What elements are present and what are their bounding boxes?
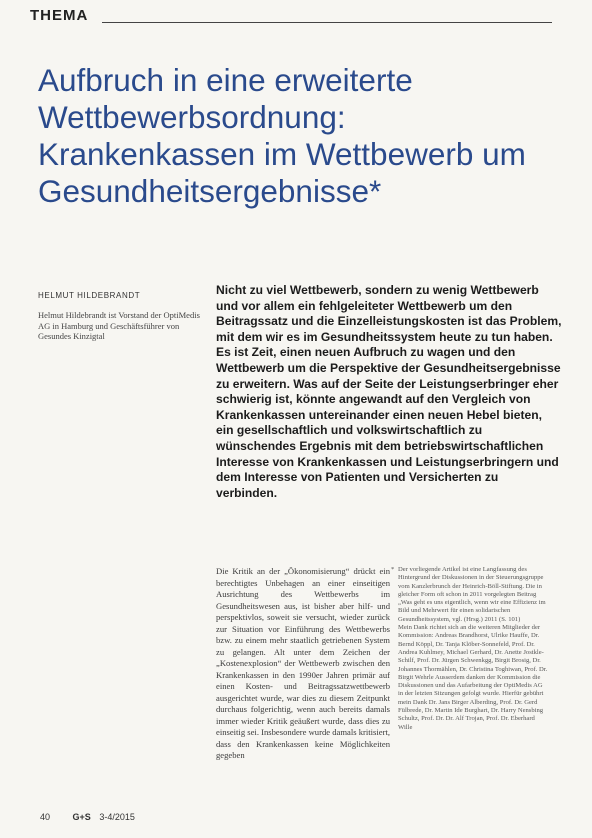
author-bio: Helmut Hildebrandt ist Vorstand der OptiMedis AG in Hamburg und Geschäftsführer von Gesundes Kinzigtal [38, 310, 200, 341]
issue-number: 3-4/2015 [99, 812, 135, 822]
footnote-marker: * [391, 566, 395, 573]
author-name: HELMUT HILDEBRANDT [38, 291, 141, 300]
section-rule [102, 22, 552, 23]
page-footer [40, 812, 135, 822]
footnote-text-2: Mein Dank richtet sich an die weiteren Mitglieder der Kommission: Andreas Brandhorst, Ulrike Hauffe, Dr. Bernd Köppl, Dr. Tanja Klöber-Sonnefeld, Prof. Dr. Andrea Kuhlmey, Michael Gerhard, Dr. Anette Jostkle-Schilf, Prof. Dr. Jürgen Schwenkgg, Birgit Brosig, Dr. Johannes Thormählen, Dr. Christina Toghiwan, Prof. Dr. Birgit Wehrle Ausserdem danken der Kommission die Diskussionen und das Aufarbeitung der OptiMedis AG in der letzten Sitzungen gefolgt wurde. Hierfür gebührt mein Dank Dr. Jans Birger Alberding, Prof. Dr. Gerd Fülbrede, Dr. Martin Ide Burghart, Dr. Harry Nensbing Schultz, Prof. Dr. Dr. Alf Trojan, Prof. Dr. Eberhard Wille [398, 624, 548, 731]
footnote-text-1: Der vorliegende Artikel ist eine Langfassung des Hintergrund der Diskussionen in der Steuerungsgruppe vom Kanzlerbrunch der Heinrich-Böll-Stiftung. Die in gleicher Form oft schon in 2011 vorgelegten Beitrag „Was geht es uns eigentlich, wenn wir eine Effizienz im Bild und Mehrwert für einen solidarischen Gesundheitssystem, vgl. (Hrsg.) 2011 (S. 101) [398, 566, 546, 623]
magazine-name: G+S [72, 812, 91, 822]
footnote [391, 566, 548, 732]
article-lead: Nicht zu viel Wettbewerb, sondern zu wenig Wettbewerb und vor allem ein fehlgeleiteter Wettbewerb um den Beitragssatz und die Einzelleistungskosten ist das Problem, mit dem wir es im Gesundheitssystem heute zu tun haben. Es ist Zeit, einen neuen Aufbruch zu wagen und den Wettbewerb um die Perspektive der Gesundheitsergebnisse zu erweitern. Was auf der Seite der Leistungserbringer eher schwierig ist, könnte angewandt auf den Vergleich von Krankenkassen untereinander einen neuen Hebel bieten, ein gesellschaftlich und volkswirtschaftlich zu wünschendes Ergebnis mit dem betriebswirtschaftlichen Interesse von Krankenkassen und Leistungserbringern und dem Interesse von Patienten und Versicherten zu verbinden. [216, 283, 562, 500]
page-number: 40 [40, 812, 51, 822]
article-body: Die Kritik an der „Ökonomisierung“ drückt ein berechtigtes Unbehagen an einer einseitigen Ausrichtung des Wettbewerbs im Gesundheitswesen aus, ist bisher aber hilf- und perspektivlos, soweit sie versucht, wieder zurück zur Situation vor Einführung des Wettbewerbs bzw. zu einem mehr staatlich getriebenen System zu gelangen. Alt unter dem Zeichen der „Kostenexplosion“ der Wettbewerb zwischen den Krankenkassen in den 1990er Jahren primär auf einen Kosten- und Beitragssatzwettbewerb ausgerichtet wurde, war dies zu diesem Zeitpunkt durchaus folgerichtig, wenn auch bereits damals immer wieder Kritik geäußert wurde, dass dies zu einseitig sei. Insbesondere wurde damals kritisiert, dass den Krankenkassen keine Möglichkeiten gegeben [216, 566, 390, 760]
section-label: THEMA [30, 7, 89, 24]
article-title: Aufbruch in eine erweiterte Wettbewerbsordnung: Krankenkassen im Wettbewerb um Gesundheitsergebnisse* [38, 62, 526, 209]
